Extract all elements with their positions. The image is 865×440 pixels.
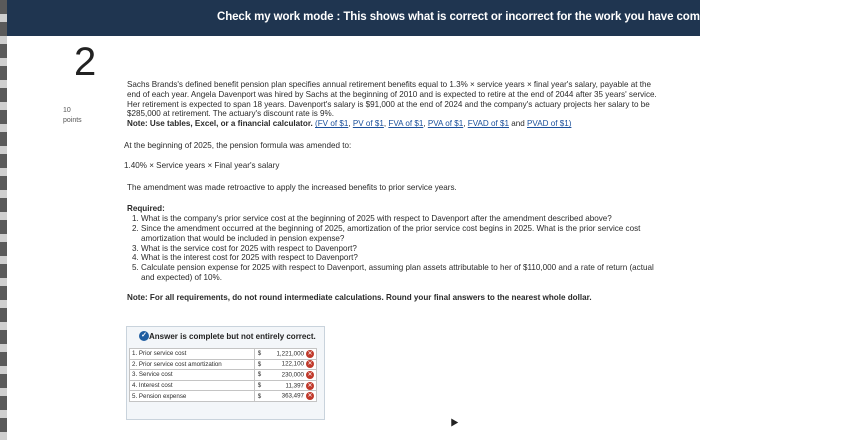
- requirement-item: 1. What is the company's prior service cost at the beginning of 2025 with respect to Davenport after the amendment described above?: [141, 214, 657, 224]
- answer-value: 1,221,000: [276, 350, 304, 358]
- currency-symbol: $: [255, 359, 265, 370]
- answer-value: 11,397: [285, 382, 304, 390]
- table-row: [130, 380, 317, 391]
- table-row: [130, 391, 317, 402]
- link-and: and: [509, 119, 528, 129]
- link-pv-of-1[interactable]: PV of $1: [352, 119, 384, 129]
- answer-cell[interactable]: [264, 380, 317, 391]
- link-fv-of-1[interactable]: (FV of $1: [315, 119, 349, 129]
- currency-symbol: $: [255, 349, 265, 360]
- table-row: [130, 359, 317, 370]
- link-fva-of-1[interactable]: FVA of $1: [388, 119, 424, 129]
- answer-panel: [126, 326, 325, 420]
- link-separator: ,: [348, 119, 353, 129]
- link-pva-of-1[interactable]: PVA of $1: [427, 119, 464, 129]
- row-label: 3. Service cost: [130, 370, 255, 381]
- mouse-cursor-icon: [448, 416, 458, 426]
- tables-note: [127, 119, 571, 128]
- incorrect-icon: ✕: [307, 361, 313, 368]
- banner-text: Check my work mode : This shows what is correct or incorrect for the work you have completed so far. It does not indica: [217, 11, 865, 23]
- amendment-intro: At the beginning of 2025, the pension formula was amended to:: [124, 140, 352, 150]
- row-label: 5. Pension expense: [130, 391, 255, 402]
- table-row: [130, 349, 317, 360]
- answer-cell[interactable]: [264, 370, 317, 381]
- incorrect-icon: ✕: [307, 382, 313, 389]
- tables-note-label: Note: Use tables, Excel, or a financial calculator.: [127, 119, 313, 129]
- points-indicator: [63, 106, 82, 126]
- link-fvad-of-1[interactable]: FVAD of $1: [467, 119, 509, 129]
- retroactive-statement: The amendment was made retroactive to apply the increased benefits to prior service years.: [127, 182, 457, 192]
- info-icon: ✓: [139, 331, 149, 341]
- link-pvad-of-1[interactable]: PVAD of $1): [527, 119, 572, 129]
- row-label: 2. Prior service cost amortization: [130, 359, 255, 370]
- link-separator: ,: [423, 119, 428, 129]
- answer-value: 122,100: [281, 361, 304, 369]
- requirement-item: 2. Since the amendment occurred at the beginning of 2025, amortization of the prior service cost begins in 2025. What is the prior service cost amortization that would be included in pension expense?: [141, 224, 657, 244]
- answer-table: [129, 348, 317, 402]
- question-number: 2: [74, 40, 97, 84]
- currency-symbol: $: [255, 370, 265, 381]
- answer-value: 230,000: [281, 371, 304, 379]
- required-title: Required:: [127, 204, 165, 214]
- answer-status-text: Answer is complete but not entirely correct.: [149, 332, 316, 341]
- link-separator: ,: [383, 119, 389, 129]
- table-row: [130, 370, 317, 381]
- currency-symbol: $: [255, 380, 265, 391]
- requirement-item: 3. What is the service cost for 2025 with respect to Davenport?: [141, 244, 657, 254]
- answer-status: [127, 327, 324, 346]
- points-value: 10: [63, 107, 71, 114]
- answer-cell[interactable]: [264, 349, 317, 360]
- amended-formula: 1.40% × Service years × Final year's salary: [124, 160, 280, 170]
- points-label: points: [63, 117, 82, 124]
- answer-cell[interactable]: [264, 391, 317, 402]
- problem-text: Sachs Brands's defined benefit pension plan specifies annual retirement benefits equal to 1.3% × service years × final year's salary, payable at the end of each year. Angela Davenport was hired by Sachs at the beginning of 2010 and is expected to retire at the end of 2044 after 35 years' service. Her retirement is expected to span 18 years. Davenport's salary is $91,000 at the end of 2024 and the company's actuary projects her salary to be $285,000 at retirement. The actuary's discount rate is 9%.: [127, 80, 657, 119]
- requirements-list: [127, 214, 657, 283]
- requirement-item: 5. Calculate pension expense for 2025 with respect to Davenport, assuming plan assets attributable to her of $110,000 and a rate of return (actual and expected) of 10%.: [141, 263, 657, 283]
- problem-paragraph: [127, 80, 657, 129]
- incorrect-icon: ✕: [307, 350, 313, 357]
- rounding-note: Note: For all requirements, do not round intermediate calculations. Round your final answers to the nearest whole dollar.: [127, 292, 592, 302]
- link-separator: ,: [463, 119, 468, 129]
- row-label: 1. Prior service cost: [130, 349, 255, 360]
- left-edge-decoration: [0, 0, 7, 440]
- answer-value: 363,497: [281, 392, 304, 400]
- incorrect-icon: ✕: [307, 371, 313, 378]
- incorrect-icon: ✕: [307, 393, 313, 400]
- answer-cell[interactable]: [264, 359, 317, 370]
- row-label: 4. Interest cost: [130, 380, 255, 391]
- currency-symbol: $: [255, 391, 265, 402]
- problem-content: [124, 80, 657, 303]
- check-my-work-banner: [7, 0, 865, 36]
- requirement-item: 4. What is the interest cost for 2025 with respect to Davenport?: [141, 253, 657, 263]
